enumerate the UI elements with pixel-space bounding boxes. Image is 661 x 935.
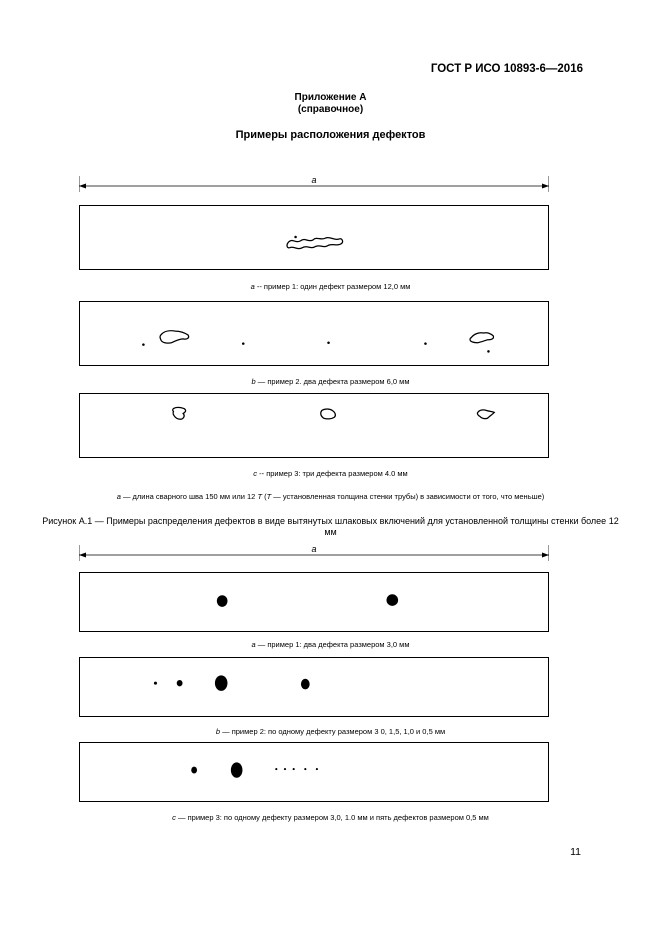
porosity-defect	[387, 594, 399, 606]
figure-caption: Рисунок А.1 — Примеры распределения дефектов в виде вытянутых шлаковых включений для установленной толщины стенки более 12 мм	[42, 516, 619, 537]
slag-inclusion	[173, 407, 186, 419]
example-caption: a — пример 1: два дефекта размером 3,0 мм	[251, 640, 410, 649]
porosity-defect	[154, 682, 157, 685]
defect-dot	[275, 768, 277, 770]
annex-subtitle: (справочное)	[297, 104, 364, 115]
document-header: ГОСТ Р ИСО 10893-6—2016	[430, 63, 583, 75]
weld-panel	[79, 205, 549, 270]
dimension-line	[79, 545, 549, 561]
example-caption: b — пример 2. два дефекта размером 6,0 мм	[251, 377, 410, 386]
porosity-defect	[215, 675, 228, 690]
weld-panel	[79, 572, 549, 632]
example-caption: a -- пример 1: один дефект размером 12,0 мм	[250, 282, 411, 291]
weld-panel	[79, 301, 549, 366]
page-number: 11	[570, 846, 581, 858]
example-caption: c — пример 3: по одному дефекту размером 3,0, 1.0 мм и пять дефектов размером 0,5 мм	[172, 813, 489, 822]
porosity-defect	[177, 680, 183, 686]
dimension-line	[79, 176, 549, 192]
porosity-defect	[217, 595, 228, 607]
porosity-defect	[191, 767, 197, 774]
dimension-label: a	[311, 176, 317, 185]
example-caption: b — пример 2: по одному дефекту размером 3 0, 1,5, 1,0 и 0,5 мм	[215, 727, 446, 736]
annex-title: Приложение А	[294, 92, 367, 103]
dimension-label: a	[311, 545, 317, 554]
weld-panel	[79, 393, 549, 458]
section-title: Примеры расположения дефектов	[235, 129, 426, 141]
defect-dot	[327, 341, 330, 344]
slag-inclusion	[477, 410, 494, 419]
defect-dot	[304, 768, 306, 770]
slag-inclusion	[287, 238, 343, 249]
defect-dot	[242, 342, 245, 345]
defect-dot	[293, 768, 295, 770]
weld-panel	[79, 657, 549, 717]
defect-dot	[487, 350, 490, 353]
slag-inclusion	[160, 331, 188, 343]
defect-dot	[424, 342, 427, 345]
defect-dot	[294, 236, 297, 239]
porosity-defect	[301, 679, 310, 690]
defect-dot	[316, 768, 318, 770]
example-caption: c -- пример 3: три дефекта размером 4.0 мм	[253, 469, 408, 478]
figure-note: a — длина сварного шва 150 мм или 12 T (T — установленная толщина стенки трубы) в зависимости от того, что меньше)	[116, 492, 545, 501]
porosity-defect	[231, 762, 243, 777]
slag-inclusion	[321, 409, 336, 419]
defect-dot	[142, 343, 145, 346]
defect-dot	[284, 768, 286, 770]
weld-panel	[79, 742, 549, 802]
slag-inclusion	[470, 333, 493, 343]
